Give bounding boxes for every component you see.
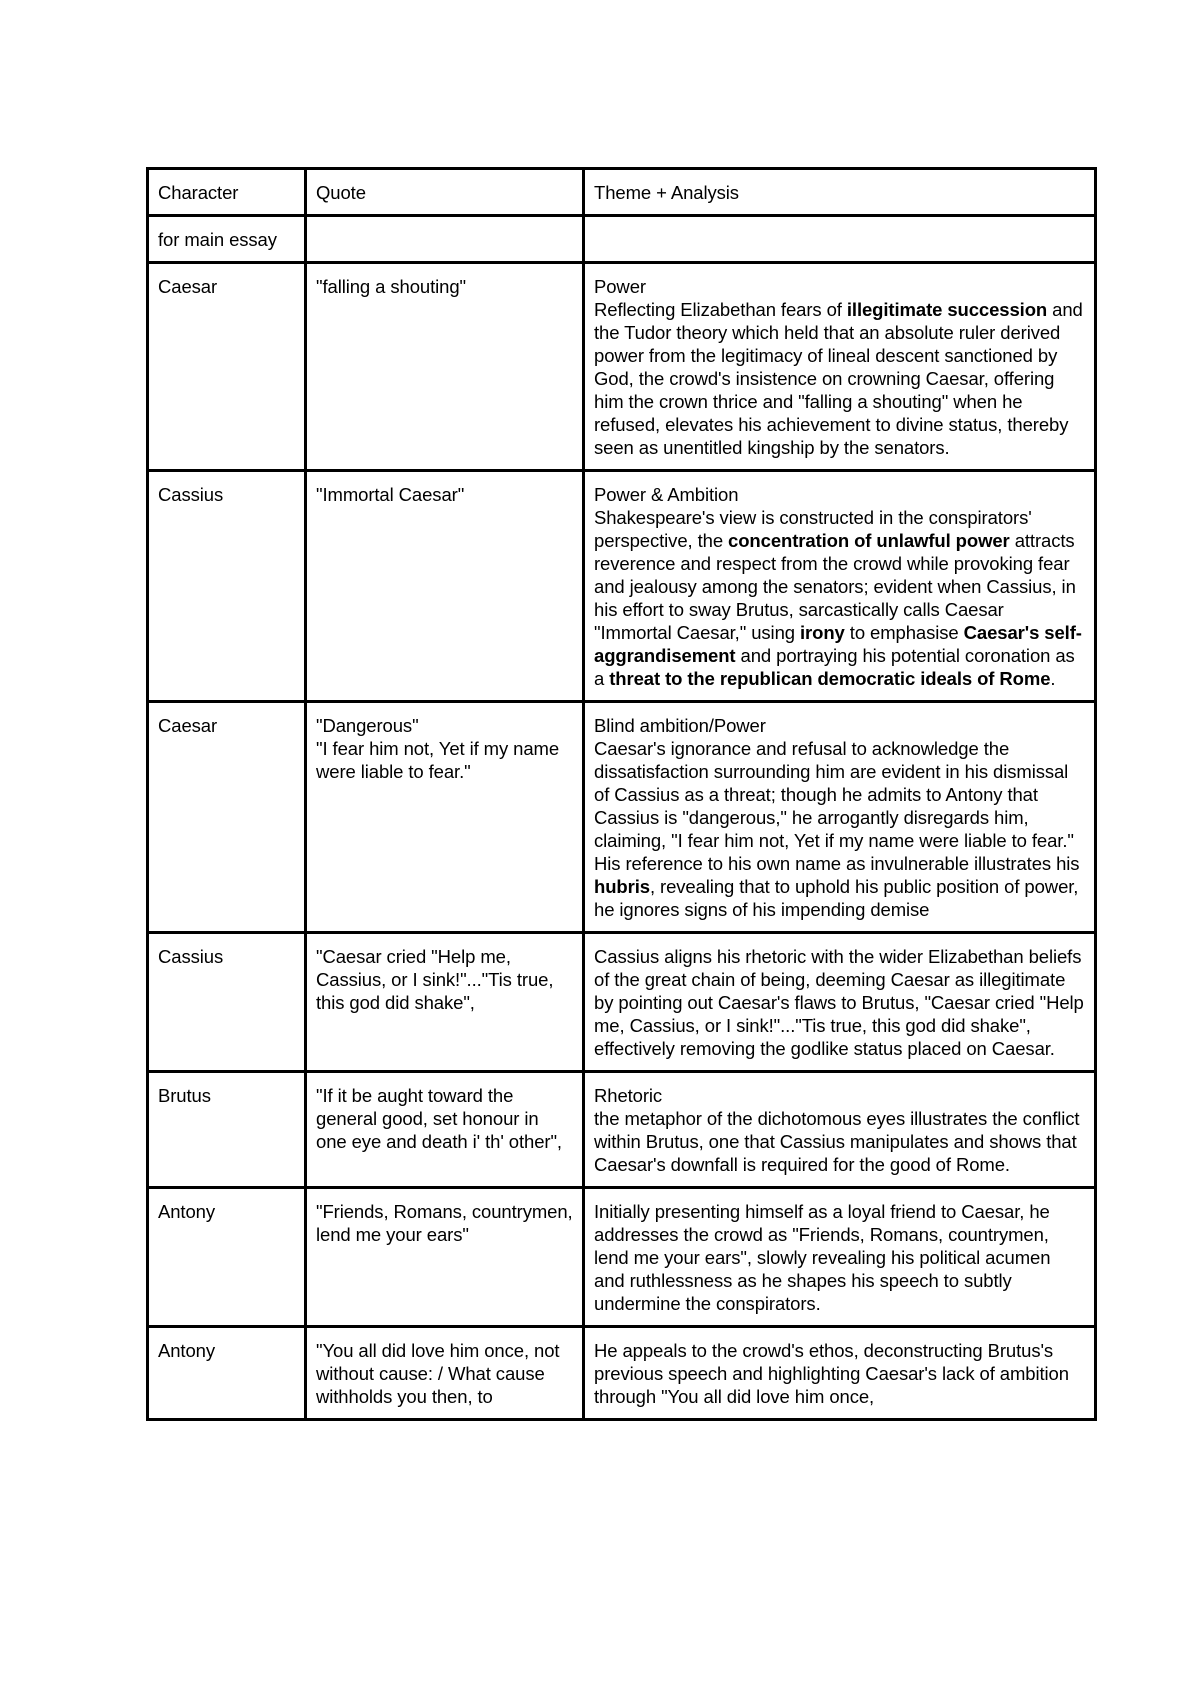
theme-label: Rhetoric [594, 1085, 663, 1106]
table-row [148, 933, 1096, 1072]
analysis-text [594, 946, 1084, 1059]
quote-text: "If it be aught toward the general good, set honour in one eye and death i' th' other", [316, 1085, 562, 1152]
quote-text: "You all did love him once, not without cause: / What cause withholds you then, to [316, 1340, 560, 1407]
character-quote-table [146, 167, 1097, 1421]
analysis-segment: and the Tudor theory which held that an absolute ruler derived power from the legitimacy of lineal descent sanctioned by God, the crowd's insistence on crowning Caesar, offering him the crown thrice and "falling a shouting" when he refused, elevates his achievement to divine status, thereby seen as unentitled kingship by the senators. [594, 299, 1083, 458]
theme-analysis-cell [584, 1072, 1096, 1188]
quote-text: "I fear him not, Yet if my name were liable to fear." [316, 738, 560, 782]
analysis-emphasis: Caesar's self-aggrandisement [594, 622, 1082, 666]
subheader-row [148, 216, 1096, 263]
analysis-segment: to emphasise [844, 622, 964, 643]
character-cell: Caesar [148, 702, 306, 933]
analysis-segment: and portraying his potential coronation as a [594, 645, 1075, 689]
character-cell: Cassius [148, 471, 306, 702]
table-row [148, 471, 1096, 702]
theme-analysis-cell [584, 933, 1096, 1072]
quote-text: "falling a shouting" [316, 276, 466, 297]
quote-cell [306, 263, 584, 471]
quote-cell [306, 1072, 584, 1188]
header-theme-analysis: Theme + Analysis [584, 169, 1096, 216]
subheader-empty-quote [306, 216, 584, 263]
analysis-text [594, 1340, 1069, 1407]
quote-text: "Dangerous" [316, 715, 419, 736]
analysis-segment: Reflecting Elizabethan fears of [594, 299, 847, 320]
theme-label: Power & Ambition [594, 484, 739, 505]
analysis-text [594, 1108, 1079, 1175]
subheader-label: for main essay [148, 216, 306, 263]
theme-label: Power [594, 276, 646, 297]
analysis-segment: Caesar's ignorance and refusal to acknowledge the dissatisfaction surrounding him are evident in his dismissal of Cassius as a threat; though he admits to Antony that Cassius is "dangerous," he arrogantly disregards him, claiming, "I fear him not, Yet if my name were liable to fear." His reference to his own name as invulnerable illustrates his [594, 738, 1080, 874]
character-cell: Brutus [148, 1072, 306, 1188]
analysis-segment: He appeals to the crowd's ethos, deconstructing Brutus's previous speech and highlighting Caesar's lack of ambition through "You all did love him once, [594, 1340, 1069, 1407]
analysis-segment: Shakespeare's view is constructed in the conspirators' perspective, the [594, 507, 1032, 551]
table-header-row [148, 169, 1096, 216]
theme-analysis-cell [584, 1188, 1096, 1327]
quote-cell [306, 1327, 584, 1420]
analysis-text [594, 1201, 1050, 1314]
table-row [148, 1072, 1096, 1188]
quote-cell [306, 1188, 584, 1327]
quote-text: "Caesar cried "Help me, Cassius, or I sink!"..."Tis true, this god did shake", [316, 946, 554, 1013]
analysis-segment: , revealing that to uphold his public position of power, he ignores signs of his impending demise [594, 876, 1079, 920]
analysis-segment: Cassius aligns his rhetoric with the wider Elizabethan beliefs of the great chain of being, deeming Caesar as illegitimate by pointing out Caesar's flaws to Brutus, "Caesar cried "Help me, Cassius, or I sink!"..."Tis true, this god did shake", effectively removing the godlike status placed on Caesar. [594, 946, 1084, 1059]
table-row [148, 1327, 1096, 1420]
header-character: Character [148, 169, 306, 216]
subheader-empty-analysis [584, 216, 1096, 263]
analysis-segment: . [1050, 668, 1056, 689]
quote-cell [306, 702, 584, 933]
quote-text: "Immortal Caesar" [316, 484, 465, 505]
quote-cell [306, 471, 584, 702]
analysis-text [594, 507, 1082, 689]
analysis-segment: the metaphor of the dichotomous eyes illustrates the conflict within Brutus, one that Cassius manipulates and shows that Caesar's downfall is required for the good of Rome. [594, 1108, 1080, 1175]
analysis-segment: Initially presenting himself as a loyal friend to Caesar, he addresses the crowd as "Friends, Romans, countrymen, lend me your ears", slowly revealing his political acumen and ruthlessness as he shapes his speech to subtly undermine the conspirators. [594, 1201, 1051, 1314]
character-cell: Antony [148, 1327, 306, 1420]
theme-analysis-cell [584, 471, 1096, 702]
theme-analysis-cell [584, 1327, 1096, 1420]
character-cell: Caesar [148, 263, 306, 471]
table-row [148, 1188, 1096, 1327]
table-row [148, 702, 1096, 933]
analysis-text [594, 299, 1083, 458]
quote-cell [306, 933, 584, 1072]
analysis-text [594, 738, 1079, 920]
analysis-emphasis: concentration of unlawful power [728, 530, 1010, 551]
theme-analysis-cell [584, 702, 1096, 933]
character-cell: Antony [148, 1188, 306, 1327]
header-quote: Quote [306, 169, 584, 216]
character-cell: Cassius [148, 933, 306, 1072]
analysis-segment: attracts reverence and respect from the crowd while provoking fear and jealousy among the senators; evident when Cassius, in his effort to sway Brutus, sarcastically calls Caesar "Immortal Caesar," using [594, 530, 1076, 643]
analysis-emphasis: hubris [594, 876, 650, 897]
analysis-emphasis: illegitimate succession [846, 299, 1048, 320]
analysis-emphasis: irony [800, 622, 845, 643]
quote-text: "Friends, Romans, countrymen, lend me your ears" [316, 1201, 573, 1245]
theme-analysis-cell [584, 263, 1096, 471]
analysis-emphasis: threat to the republican democratic ideals of Rome [609, 668, 1051, 689]
table-row [148, 263, 1096, 471]
theme-label: Blind ambition/Power [594, 715, 766, 736]
